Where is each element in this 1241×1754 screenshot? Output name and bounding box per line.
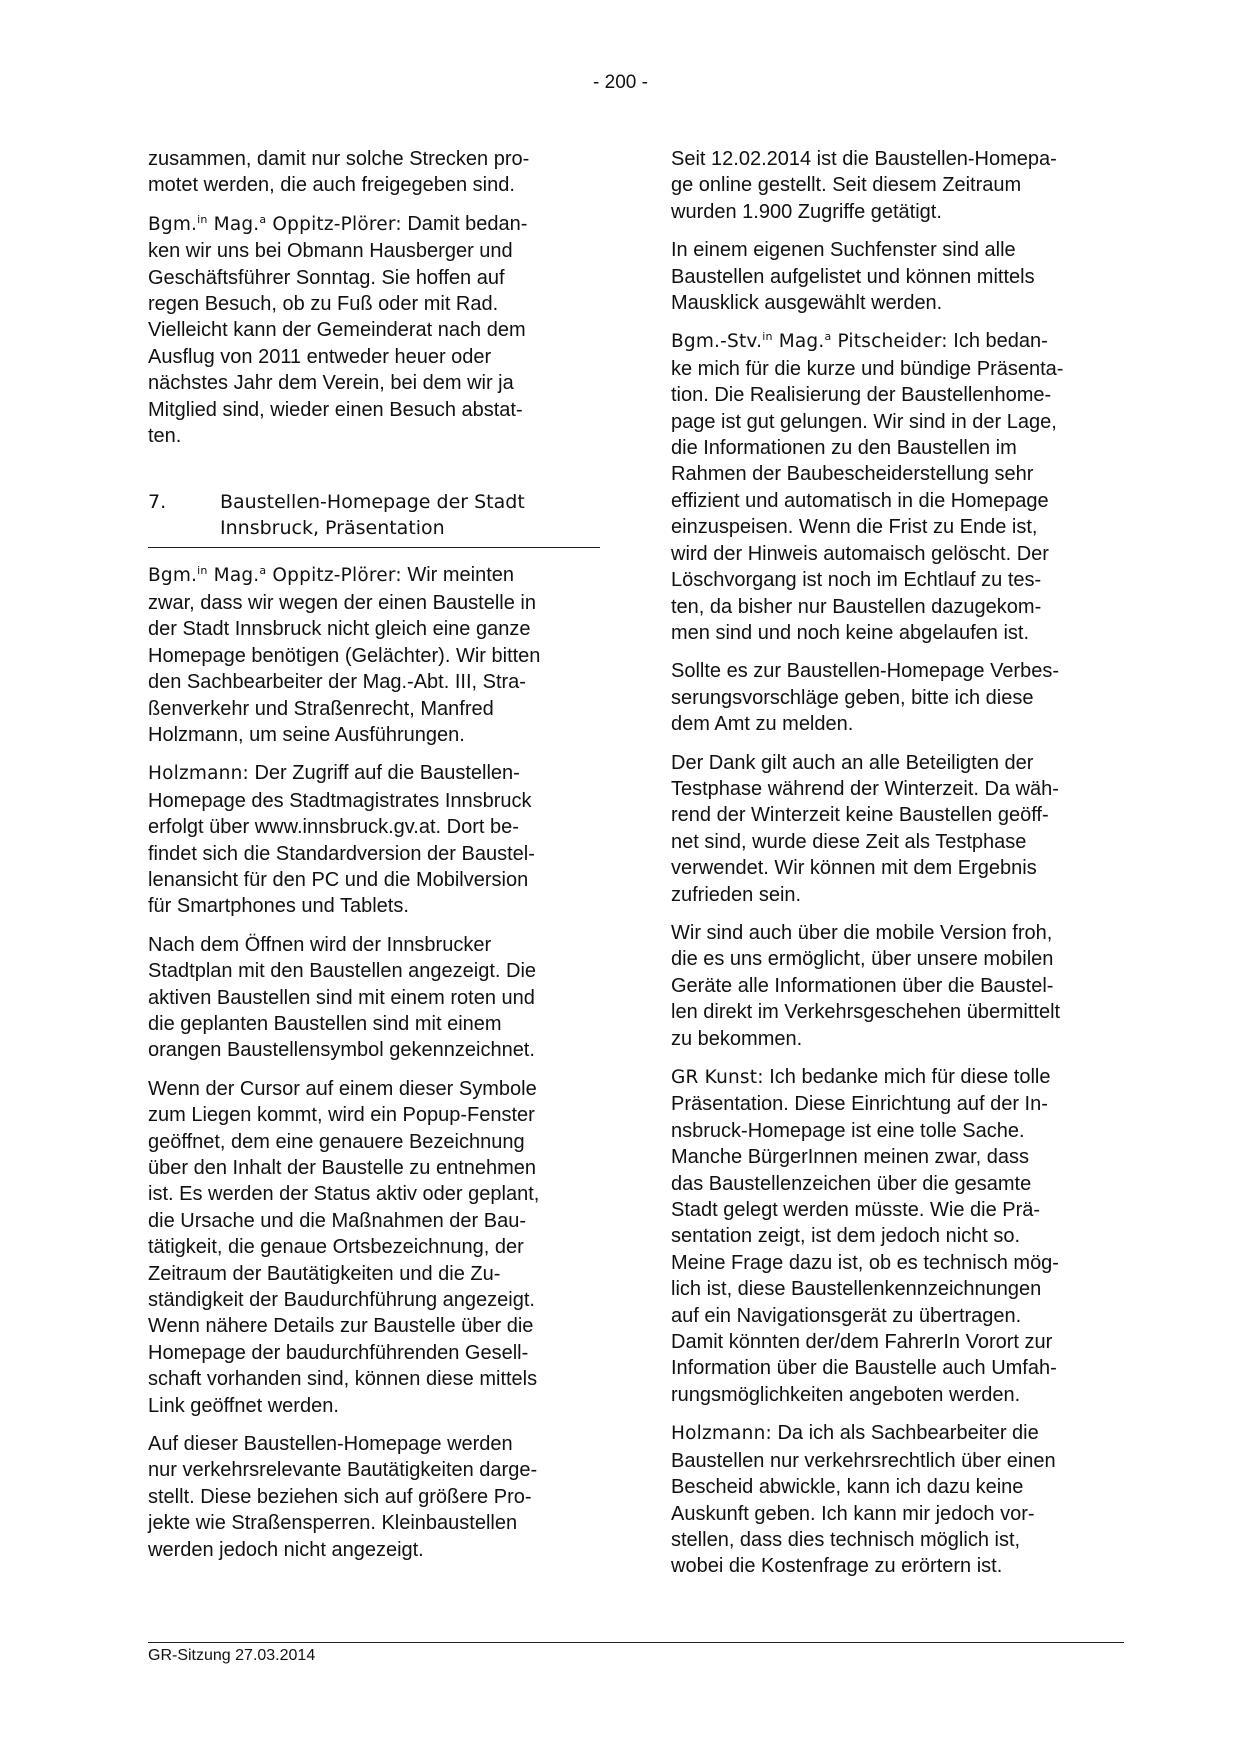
paragraph: Der Dank gilt auch an alle Beteiligten der Testphase während der Winterzeit. Da wäh- rend der Winterzeit keine Baustellen geöff- net sind, wurde diese Zeit als Testphase verwendet. Wir können mit dem Ergebnis zufrieden sein. xyxy=(671,751,1059,906)
paragraph: Wenn der Cursor auf einem dieser Symbole zum Liegen kommt, wird ein Popup-Fenster geöffnet, dem eine genauere Bezeichnung über den Inhalt der Baustelle zu entnehmen ist. Es werden der Status aktiv oder geplant, die Ursache und die Maßnahmen der Bau- tätigkeit, die genaue Ortsbezeichnung, der Zeitraum der Bautätigkeiten und die Zu- ständigkeit der Baudurchführung angezeigt. Wenn nähere Details zur Baustelle über die Homepage der baudurchführenden Gesell- schaft vorhanden sind, können diese mittels Link geöffnet werden. xyxy=(148,1077,540,1417)
section-title: Baustellen-Homepage der Stadt Innsbruck, Präsentation xyxy=(220,491,525,540)
speaker-surname: Oppitz-Plörer: xyxy=(266,213,402,235)
paragraph: zusammen, damit nur solche Strecken pro- motet werden, die auch freigegeben sind. xyxy=(148,148,530,197)
speaker-paragraph xyxy=(671,328,1131,646)
paragraph-text: Damit bedan- ken wir uns bei Obmann Hausberger und Geschäftsführer Sonntag. Sie hoffen auf regen Besuch, ob zu Fuß oder mit Rad. Vielleicht kann der Gemeinderat nach dem Ausflug von 2011 entweder heuer oder nächstes Jahr dem Verein, bei dem wir ja Mitglied sind, wieder einen Besuch abstat- ten. xyxy=(148,212,528,448)
speaker-paragraph xyxy=(671,1064,1131,1408)
speaker-name xyxy=(148,214,402,235)
paragraph: Sollte es zur Baustellen-Homepage Verbes- serungsvorschläge geben, bitte ich diese dem Amt zu melden. xyxy=(671,660,1059,736)
footer-divider xyxy=(148,1642,1124,1643)
page-number: - 200 - xyxy=(593,72,648,93)
paragraph-text: Der Zugriff auf die Baustellen- Homepage des Stadtmagistrates Innsbruck erfolgt über www.innsbruck.gv.at. Dort be- findet sich die Standardversion der Baustel- lenansicht für den PC und die Mobilversion für Smartphones und Tablets. xyxy=(148,762,535,918)
speaker-name: GR Kunst: xyxy=(671,1067,764,1088)
paragraph-text: Da ich als Sachbearbeiter die Baustellen nur verkehrsrechtlich über einen Bescheid abwickle, kann ich dazu keine Auskunft geben. Ich kann mir jedoch vor- stellen, dass dies technisch möglich ist, wobei die Kostenfrage zu erörtern ist. xyxy=(671,1422,1056,1578)
speaker-name: Holzmann: xyxy=(148,763,249,785)
speaker-title: Bgm. xyxy=(148,565,198,587)
paragraph: Nach dem Öffnen wird der Innsbrucker Stadtplan mit den Baustellen angezeigt. Die aktiven Baustellen sind mit einem roten und die geplanten Baustellen sind mit einem orangen Baustellensymbol gekennzeichnet. xyxy=(148,933,537,1062)
speaker-title: Mag. xyxy=(207,213,260,235)
speaker-name xyxy=(671,331,948,352)
speaker-title: Mag. xyxy=(207,565,260,587)
section-heading xyxy=(148,489,600,548)
speaker-paragraph xyxy=(148,760,608,919)
speaker-paragraph xyxy=(148,562,608,748)
superscript: a xyxy=(259,212,267,226)
right-column xyxy=(671,146,1131,1592)
speaker-surname: Pitscheider: xyxy=(831,331,948,353)
paragraph-text: Wir meinten zwar, dass wir wegen der einen Baustelle in der Stadt Innsbruck nicht gleich eine ganze Homepage benötigen (Gelächter). Wir bitten den Sachbearbeiter der Mag.-Abt. III, Stra- ßenverkehr und Straßenrecht, Manfred Holzmann, um seine Ausführungen. xyxy=(148,564,541,746)
speaker-surname: Oppitz-Plörer: xyxy=(266,565,402,587)
superscript: in xyxy=(197,212,208,226)
paragraph-text: Ich bedanke mich für diese tolle Präsentation. Diese Einrichtung auf der In- nsbruck-Homepage ist eine tolle Sache. Manche BürgerInnen meinen zwar, dass das Baustellenzeichen über die gesamte Stadt gelegt werden müsste. Wie die Prä- sentation zeigt, ist dem jedoch nicht so. Meine Frage dazu ist, ob es technisch mög- lich ist, diese Baustellenkennzeichnungen auf ein Navigationsgerät zu übertragen. Damit könnten der/dem FahrerIn Vorort zur Information über die Baustelle auch Umfah- rungsmöglichkeiten angeboten werden. xyxy=(671,1066,1059,1406)
speaker-paragraph xyxy=(671,1420,1131,1579)
speaker-paragraph xyxy=(148,211,608,450)
superscript: in xyxy=(762,330,773,344)
superscript: a xyxy=(259,564,267,578)
speaker-title: Bgm.-Stv. xyxy=(671,331,763,353)
paragraph: Auf dieser Baustellen-Homepage werden nur verkehrsrelevante Bautätigkeiten darge- stellt. Diese beziehen sich auf größere Pro- jekte wie Straßensperren. Kleinbaustellen werden jedoch nicht angezeigt. xyxy=(148,1433,538,1561)
left-column xyxy=(148,146,608,1575)
speaker-name xyxy=(148,565,402,586)
paragraph-text: Ich bedan- ke mich für die kurze und bündige Präsenta- tion. Die Realisierung der Baustellenhome- page ist gut gelungen. Wir sind in der Lage, die Informationen zu den Baustellen im Rahmen der Baubescheiderstellung sehr effizient und automatisch in die Homepage einzuspeisen. Wenn die Frist zu Ende ist, wird der Hinweis automaisch gelöscht. Der Löschvorgang ist noch im Echtlauf zu tes- ten, da bisher nur Baustellen dazugekom- men sind und noch keine abgelaufen ist. xyxy=(671,330,1064,644)
footer-text: GR-Sitzung 27.03.2014 xyxy=(148,1647,316,1664)
paragraph: In einem eigenen Suchfenster sind alle Baustellen aufgelistet und können mittels Mausklick ausgewählt werden. xyxy=(671,239,1035,315)
section-number: 7. xyxy=(148,491,167,514)
speaker-title: Mag. xyxy=(772,331,825,353)
paragraph: Wir sind auch über die mobile Version froh, die es uns ermöglicht, über unsere mobilen Geräte alle Informationen über die Baustel- len direkt im Verkehrsgeschehen übermittelt zu bekommen. xyxy=(671,921,1061,1050)
paragraph: Seit 12.02.2014 ist die Baustellen-Homepa- ge online gestellt. Seit diesem Zeitraum wurden 1.900 Zugriffe getätigt. xyxy=(671,148,1057,223)
speaker-title: Bgm. xyxy=(148,213,198,235)
superscript: a xyxy=(824,330,832,344)
superscript: in xyxy=(197,564,208,578)
speaker-name: Holzmann: xyxy=(671,1423,772,1445)
